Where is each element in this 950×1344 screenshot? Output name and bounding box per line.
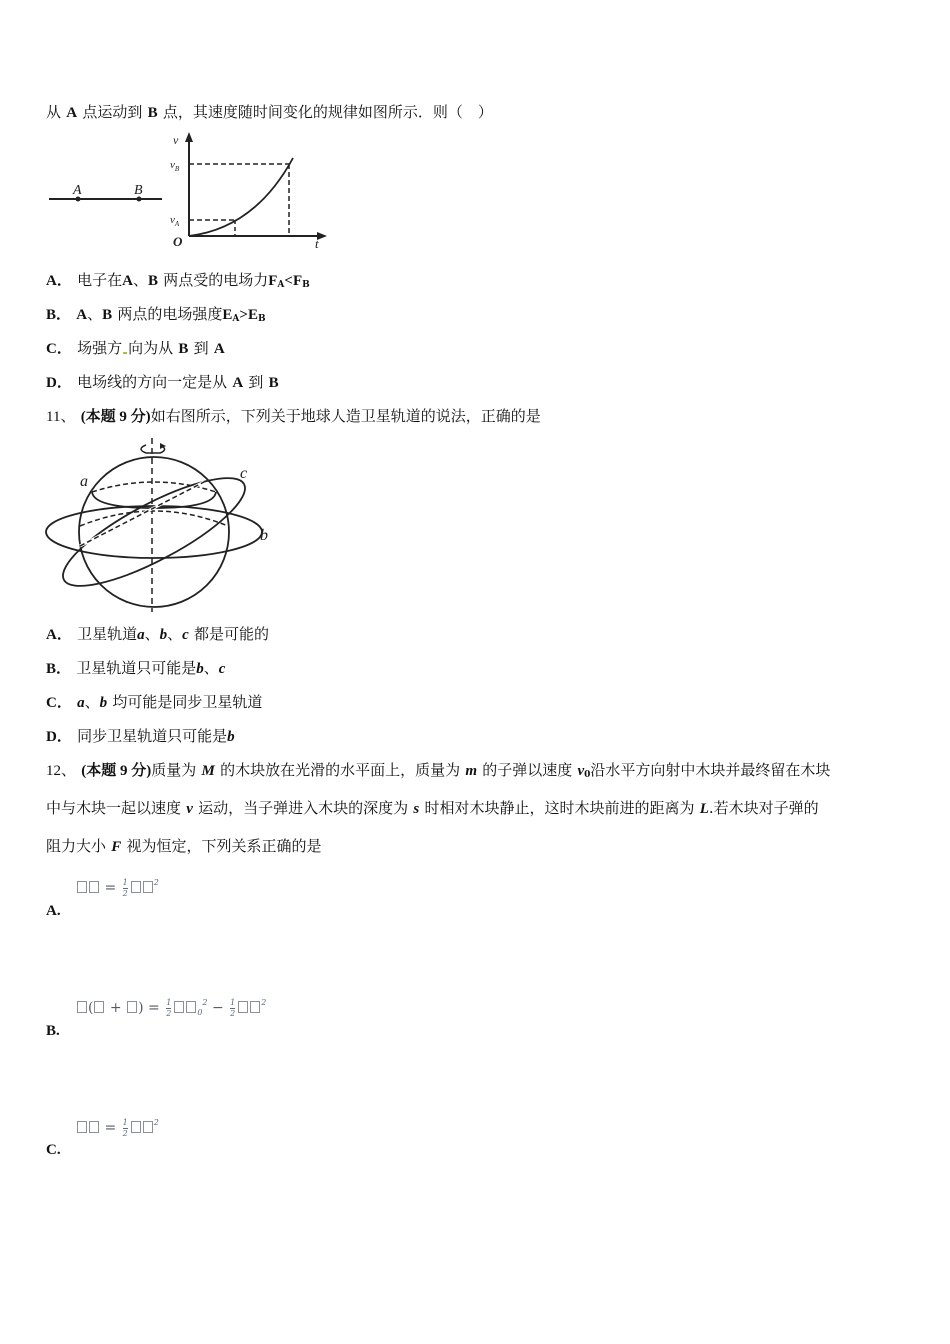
exponent: 2 (153, 1118, 159, 1127)
q11-option-d[interactable] (46, 727, 235, 746)
q11-option-c[interactable] (46, 693, 262, 712)
q11-stem (46, 407, 541, 426)
question-text: 质量为 (151, 761, 197, 779)
question-text: 时相对木块静止，这时木块前进的距离为 (424, 799, 695, 817)
orbit-symbol: c (218, 661, 226, 677)
missing-glyph-icon (186, 1001, 196, 1013)
separator: 、 (144, 625, 160, 643)
option-text: 都是可能的 (194, 625, 270, 643)
missing-glyph-icon (143, 881, 153, 893)
option-text: B (178, 341, 189, 357)
option-text: B (268, 375, 279, 391)
option-text: A (213, 341, 225, 357)
option-text: A (232, 375, 244, 391)
q10-stem (46, 103, 493, 122)
q12-stem-line-3 (46, 837, 322, 856)
q11-satellite-orbits-figure (44, 436, 274, 614)
option-text: 场强方 (77, 339, 123, 357)
missing-glyph-icon (89, 881, 99, 893)
denominator: 2 (122, 1128, 128, 1138)
q12-stem-line-1 (46, 761, 830, 784)
orbit-b-label: b (260, 527, 268, 544)
option-text: 同步卫星轨道只可能是 (77, 727, 228, 745)
fraction (230, 999, 235, 1018)
question-score: (本题 9 分) (80, 409, 151, 425)
q10-line-ab-figure (46, 178, 166, 210)
q10-velocity-time-graph (165, 130, 335, 250)
subscript: 0 (197, 1008, 203, 1017)
option-text: 到 (193, 339, 209, 357)
question-text: .若木块对子弹的 (708, 799, 819, 817)
orbit-symbol: a (77, 695, 85, 711)
exponent: 2 (261, 998, 267, 1007)
numerator: 1 (122, 1117, 128, 1127)
operator: > (239, 307, 248, 323)
q10-option-a[interactable] (46, 271, 310, 294)
option-text: 卫星轨道只可能是 (76, 659, 197, 677)
velocity-symbol: v (186, 801, 193, 817)
orbit-symbol: b (99, 695, 108, 711)
question-text: 如右图所示，下列关于地球人造卫星轨道的说法，正确的是 (150, 407, 541, 425)
point-a-label: A (66, 105, 78, 121)
v-axis-label: v (173, 133, 179, 147)
point-b-label: B (134, 183, 143, 198)
option-label: B． (46, 307, 72, 323)
minus-sign: − (211, 1000, 224, 1016)
option-text: B (102, 307, 113, 323)
missing-glyph-icon (143, 1121, 153, 1133)
missing-glyph-icon (174, 1001, 184, 1013)
numerator: 1 (230, 997, 236, 1007)
depth-symbol: s (413, 801, 420, 817)
q11-option-a[interactable] (46, 625, 269, 644)
subscript: A (232, 314, 240, 324)
mass-symbol: m (465, 763, 477, 779)
missing-glyph-icon (89, 1121, 99, 1133)
q10-option-b[interactable] (46, 305, 266, 328)
option-text: 两点的电场强度 (117, 305, 223, 323)
separator: 、 (203, 659, 219, 677)
question-text: 的子弹以速度 (482, 761, 573, 779)
q10-option-d[interactable] (46, 373, 279, 392)
stray-mark-icon (123, 352, 127, 354)
mass-symbol: M (201, 763, 215, 779)
q12-stem-line-2 (46, 799, 819, 818)
option-label: D． (46, 729, 72, 745)
operator: < (284, 273, 293, 289)
missing-glyph-icon (238, 1001, 248, 1013)
vb-tick-label: $v_B$ (170, 159, 180, 173)
option-label: B． (46, 661, 72, 677)
q12-option-c-formula (76, 1118, 159, 1138)
option-text: A (76, 307, 88, 323)
q12-option-b-formula (76, 998, 266, 1018)
q10-option-c[interactable] (46, 339, 225, 358)
option-text: 、 (87, 305, 103, 323)
q11-option-b[interactable] (46, 659, 225, 678)
orbit-symbol: b (196, 661, 204, 677)
option-text: B (147, 273, 158, 289)
option-text: A (122, 273, 133, 289)
option-text: 卫星轨道 (77, 625, 138, 643)
numerator: 1 (166, 997, 172, 1007)
option-label: A． (46, 273, 72, 289)
question-number: 11、 (46, 409, 76, 425)
stem-text: 点，其速度随时间变化的规律如图所示．则（ ） (162, 103, 493, 121)
subscript: B (257, 314, 266, 324)
force-symbol: F (268, 273, 278, 289)
question-text: 阻力大小 (46, 837, 107, 855)
separator: 、 (84, 693, 100, 711)
option-text: 到 (248, 373, 264, 391)
stem-text: 点运动到 (82, 103, 143, 121)
missing-glyph-icon (127, 1001, 137, 1013)
option-label: D． (46, 375, 72, 391)
q12-option-b[interactable]: B. (46, 1023, 60, 1039)
question-text: 沿水平方向射中木块并最终留在木块 (590, 761, 831, 779)
option-text: 均可能是同步卫星轨道 (112, 693, 263, 711)
exponent: 2 (202, 998, 208, 1007)
exponent: 2 (153, 878, 159, 887)
missing-glyph-icon (131, 881, 141, 893)
option-text: 电场线的方向一定是从 (77, 373, 228, 391)
question-text: 中与木块一起以速度 (46, 799, 182, 817)
stem-text: 从 (46, 103, 62, 121)
subscript: 0 (584, 770, 591, 780)
equals-sign: = (104, 1120, 117, 1136)
field-symbol: E (247, 307, 258, 323)
paren: ( (88, 1000, 94, 1016)
orbit-symbol: b (227, 729, 235, 745)
missing-glyph-icon (250, 1001, 260, 1013)
missing-glyph-icon (77, 881, 87, 893)
subscript: A (277, 280, 285, 290)
point-a-label: A (73, 183, 82, 198)
fraction (123, 879, 128, 898)
option-label: C． (46, 341, 72, 357)
denominator: 2 (122, 888, 128, 898)
va-tick-label: $v_A$ (170, 214, 180, 228)
numerator: 1 (122, 877, 128, 887)
orbit-symbol: a (137, 627, 145, 643)
question-number: 12、 (46, 763, 77, 779)
point-b-label: B (147, 105, 158, 121)
fraction (123, 1119, 128, 1138)
question-text: 运动，当子弹进入木块的深度为 (198, 799, 409, 817)
field-symbol: E (222, 307, 233, 323)
subscript: B (302, 280, 310, 290)
equals-sign: = (148, 1000, 160, 1016)
equals-sign: = (104, 880, 117, 896)
option-text: 两点受的电场力 (163, 271, 269, 289)
option-text: 、 (132, 271, 148, 289)
question-score: (本题 9 分) (81, 763, 152, 779)
orbit-symbol: c (182, 627, 189, 643)
q12-option-a-formula (76, 878, 159, 898)
option-text: 电子在 (77, 271, 123, 289)
denominator: 2 (230, 1008, 236, 1018)
question-text: 视为恒定，下列关系正确的是 (126, 837, 322, 855)
denominator: 2 (166, 1008, 172, 1018)
option-text: 向为从 (128, 339, 174, 357)
question-text: 的木块放在光滑的水平面上，质量为 (220, 761, 461, 779)
plus-sign: + (109, 1000, 122, 1016)
force-symbol: F (111, 839, 122, 855)
t-axis-label: t (315, 236, 319, 250)
option-label: C． (46, 695, 72, 711)
separator: 、 (167, 625, 183, 643)
orbit-symbol: b (159, 627, 168, 643)
paren: ) (138, 1000, 144, 1016)
missing-glyph-icon (131, 1121, 141, 1133)
orbit-a-label: a (80, 473, 88, 490)
velocity-symbol: v (577, 763, 585, 779)
missing-glyph-icon (94, 1001, 104, 1013)
option-label: A． (46, 627, 72, 643)
orbit-c-label: c (240, 465, 248, 482)
distance-symbol: L (699, 801, 709, 817)
missing-glyph-icon (77, 1121, 87, 1133)
q12-option-a[interactable]: A. (46, 903, 61, 919)
force-symbol: F (292, 273, 303, 289)
origin-label: O (173, 234, 183, 249)
fraction (166, 999, 171, 1018)
q12-option-c[interactable]: C. (46, 1142, 61, 1158)
missing-glyph-icon (77, 1001, 87, 1013)
